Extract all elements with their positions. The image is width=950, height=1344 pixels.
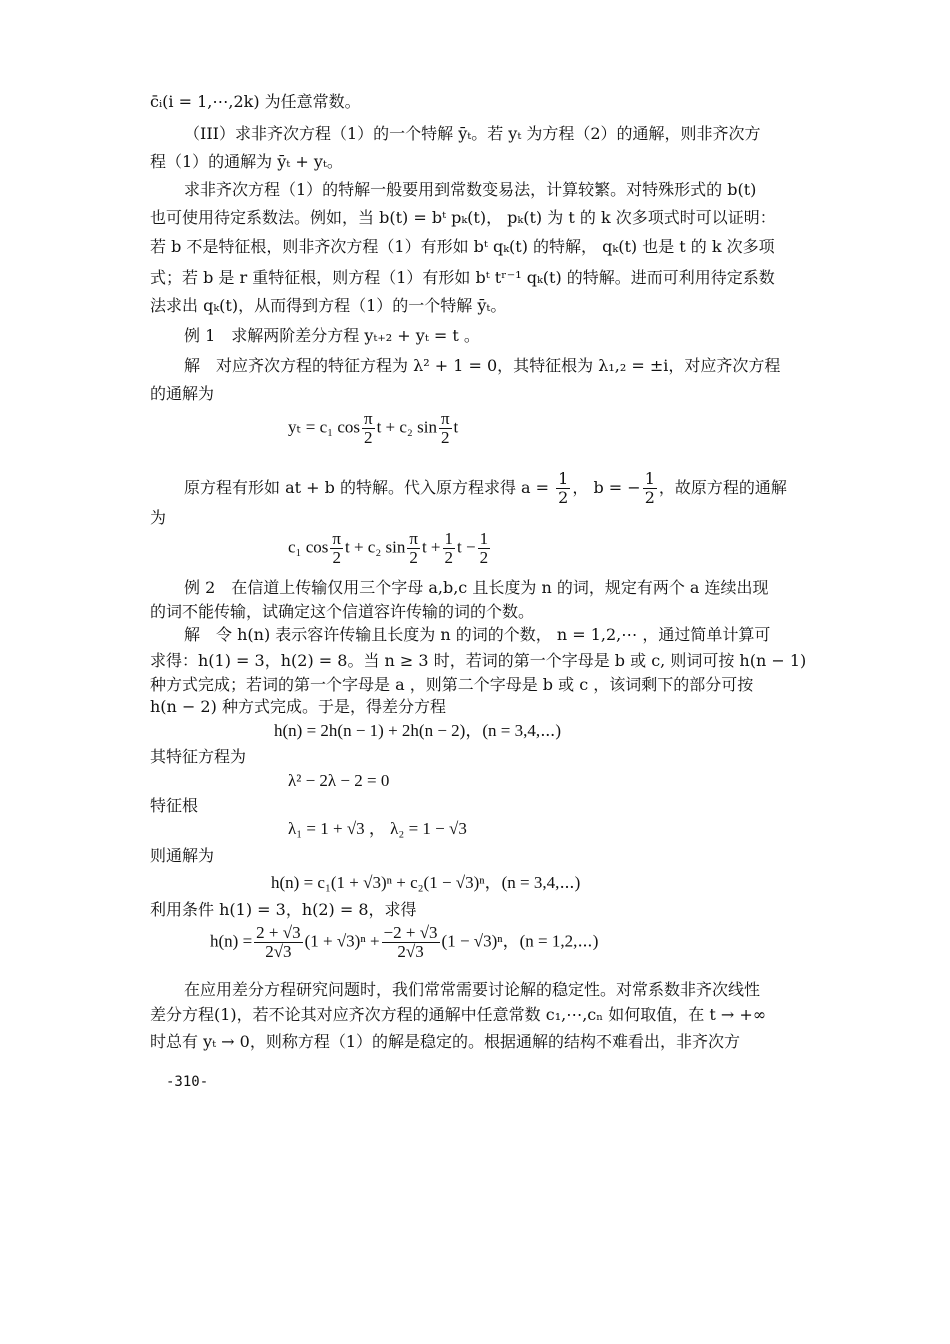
text-line: 求得：h(1) = 3，h(2) = 8。当 n ≥ 3 时，若词的第一个字母是 b 或 c, 则词可按 h(n − 1) bbox=[150, 651, 807, 670]
text-line: 若 b 不是特征根，则非齐次方程（1）有形如 bᵗ qₖ(t) 的特解， qₖ(t) 也是 t 的 k 次多项 bbox=[150, 237, 775, 256]
page-number: -310- bbox=[166, 1074, 209, 1090]
text-line: 特征根 bbox=[150, 796, 199, 815]
text-line: 则通解为 bbox=[150, 846, 215, 865]
text-line: 程（1）的通解为 ȳₜ + yₜ。 bbox=[150, 152, 343, 171]
text-line: 在应用差分方程研究问题时，我们常常需要讨论解的稳定性。对常系数非齐次线性 bbox=[184, 980, 761, 999]
text-line: 其特征方程为 bbox=[150, 747, 247, 766]
text-line: 时总有 yₜ → 0，则称方程（1）的解是稳定的。根据通解的结构不难看出，非齐次方 bbox=[150, 1032, 741, 1051]
equation-characteristic: λ² − 2λ − 2 = 0 bbox=[288, 771, 390, 790]
equation-general-solution: c₁ cos $\frac{\pi}{2}$ t + c₂ sin $\frac{\pi}{2}$ t + $\frac{1}{2}$ t − $\frac{1}{2}$ bbox=[288, 529, 489, 567]
text-line: 差分方程(1)，若不论其对应齐次方程的通解中任意常数 c₁,⋯,cₙ 如何取值，在 t → +∞ bbox=[150, 1005, 767, 1024]
text-line: h(n − 2) 种方式完成。于是，得差分方程 bbox=[150, 697, 446, 716]
text-line: 原方程有形如 at + b 的特解。代入原方程求得 a = $\frac{1}{2}$ ， b = − $\frac{1}{2}$ ，故原方程的通解 bbox=[184, 469, 787, 507]
equation-roots: λ₁ = 1 + √3 ， λ₂ = 1 − √3 bbox=[288, 819, 467, 838]
text-line: 也可使用待定系数法。例如，当 b(t) = bᵗ pₖ(t)， pₖ(t) 为 t 的 k 次多项式时可以证明： bbox=[150, 208, 776, 227]
text-line: 法求出 qₖ(t)，从而得到方程（1）的一个特解 ȳₜ。 bbox=[150, 296, 507, 315]
equation-solution-h: h(n) = $\frac{2 + √3}{2√3}$ (1 + √3)ⁿ + $\frac{-2 + √3}{2√3}$ (1 − √3)ⁿ，(n = 1,2,⋯) bbox=[210, 923, 599, 961]
text-line: 利用条件 h(1) = 3，h(2) = 8，求得 bbox=[150, 900, 417, 919]
text-line: 例 1 求解两阶差分方程 yₜ₊₂ + yₜ = t 。 bbox=[184, 326, 480, 345]
equation-difference: h(n) = 2h(n − 1) + 2h(n − 2)，(n = 3,4,⋯) bbox=[274, 721, 562, 740]
text-line: 的通解为 bbox=[150, 384, 215, 403]
equation-general-h: h(n) = c₁(1 + √3)ⁿ + c₂(1 − √3)ⁿ，(n = 3,4,⋯) bbox=[271, 873, 581, 892]
text-line: 的词不能传输，试确定这个信道容许传输的词的个数。 bbox=[150, 602, 535, 621]
text-line: 解 对应齐次方程的特征方程为 λ² + 1 = 0，其特征根为 λ₁,₂ = ±i，对应齐次方程 bbox=[184, 356, 781, 375]
text-line: 为 bbox=[150, 508, 167, 527]
text-line: 种方式完成；若词的第一个字母是 a ，则第二个字母是 b 或 c ，该词剩下的部分可按 bbox=[150, 675, 754, 694]
text-line: 解 令 h(n) 表示容许传输且长度为 n 的词的个数， n = 1,2,⋯ ，通过简单计算可 bbox=[184, 625, 771, 644]
text-line: （III）求非齐次方程（1）的一个特解 ȳₜ。若 yₜ 为方程（2）的通解，则非齐次方 bbox=[184, 124, 761, 143]
text-line: 式；若 b 是 r 重特征根，则方程（1）有形如 bᵗ tʳ⁻¹ qₖ(t) 的特解。进而可利用待定系数 bbox=[150, 268, 775, 287]
text-line: 例 2 在信道上传输仅用三个字母 a,b,c 且长度为 n 的词，规定有两个 a 连续出现 bbox=[184, 578, 769, 597]
text-line: 求非齐次方程（1）的特解一般要用到常数变易法，计算较繁。对特殊形式的 b(t) bbox=[184, 180, 757, 199]
equation-homogeneous-solution: yₜ = c₁ cos $\frac{\pi}{2}$ t + c₂ sin $\frac{\pi}{2}$ t bbox=[288, 409, 459, 447]
text-line: c̄ᵢ(i = 1,⋯,2k) 为任意常数。 bbox=[150, 92, 361, 111]
